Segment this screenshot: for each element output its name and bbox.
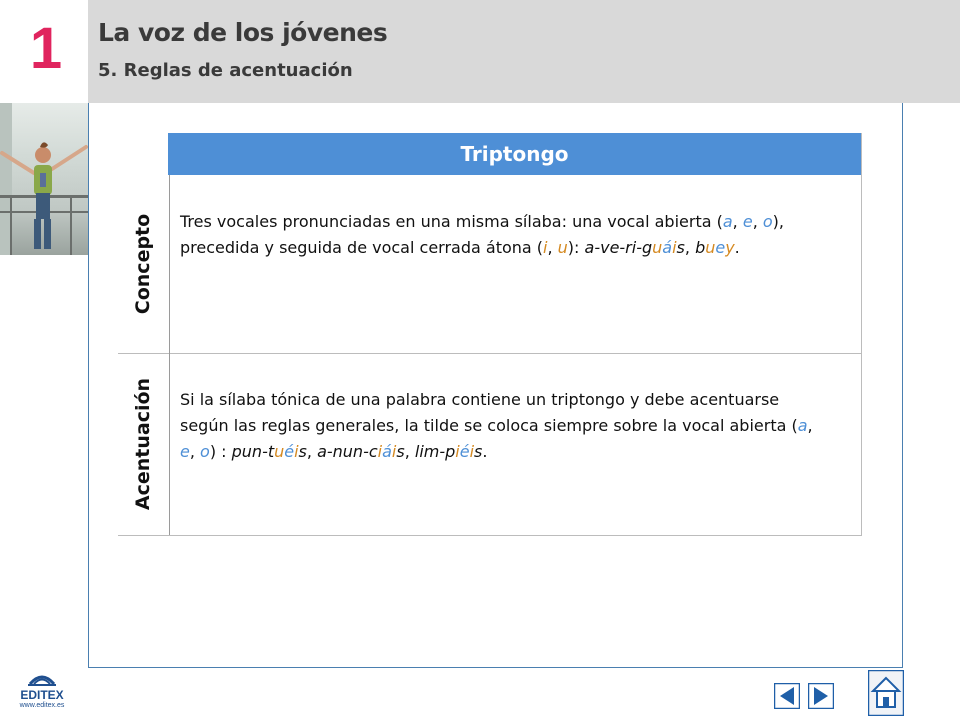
text-segment: ,	[189, 442, 201, 461]
table-heading: Triptongo	[168, 133, 861, 175]
text-segment: ):	[567, 238, 585, 257]
previous-button[interactable]	[774, 683, 800, 709]
open-vowel: é	[284, 442, 295, 461]
example-word-part: s	[396, 442, 405, 461]
text-segment: ,	[306, 442, 318, 461]
next-button[interactable]	[808, 683, 834, 709]
text-segment: Tres vocales pronunciadas en una misma sílaba: una vocal abierta (	[180, 212, 723, 231]
text-segment: ,	[684, 238, 696, 257]
example-word-part: pun-t	[231, 442, 275, 461]
row-label-text: Acentuación	[132, 377, 155, 511]
example-word-part: s	[298, 442, 307, 461]
triptongo-table	[118, 133, 862, 536]
open-vowel: o	[200, 442, 210, 461]
row-divider	[118, 353, 861, 354]
closed-vowel: u	[557, 238, 568, 257]
editex-logo	[12, 670, 72, 712]
logo-text: EDITEX	[20, 688, 64, 702]
home-button[interactable]	[868, 670, 904, 716]
text-segment: ,	[732, 212, 743, 231]
example-word-part: s	[474, 442, 483, 461]
closed-vowel: y	[725, 238, 735, 257]
closed-vowel: u	[705, 238, 716, 257]
open-vowel: á	[382, 442, 392, 461]
open-vowel: e	[180, 442, 190, 461]
text-segment: ,	[404, 442, 415, 461]
decorative-photo	[0, 103, 88, 255]
text-segment: .	[734, 238, 740, 257]
row-label-concepto	[118, 175, 170, 353]
closed-vowel: i	[391, 442, 397, 461]
text-segment: Si la sílaba tónica de una palabra contiene un triptongo y debe acentuarse según las reglas generales, la tilde se coloca siempre sobre la vocal abierta (	[180, 390, 798, 435]
example-word-part: lim-p	[414, 442, 456, 461]
closed-vowel: i	[469, 442, 475, 461]
open-vowel: e	[742, 212, 753, 231]
closed-vowel: i	[543, 238, 548, 257]
open-vowel: é	[459, 442, 470, 461]
example-word-part: a-nun-c	[317, 442, 378, 461]
triangle-right-icon	[808, 683, 834, 709]
logo-icon	[12, 670, 72, 688]
closed-vowel: i	[672, 238, 677, 257]
concepto-text	[180, 209, 828, 261]
example-word-part: b	[695, 238, 706, 257]
example-word-part: a-ve-ri-g	[584, 238, 653, 257]
text-segment: .	[482, 442, 488, 461]
text-segment: ) :	[209, 442, 232, 461]
acentuacion-text	[180, 387, 828, 465]
house-icon	[868, 670, 904, 716]
unit-number: 1	[29, 16, 63, 81]
open-vowel: e	[715, 238, 726, 257]
closed-vowel: i	[377, 442, 383, 461]
header-band	[88, 0, 960, 103]
closed-vowel: i	[294, 442, 299, 461]
text-segment: ,	[752, 212, 763, 231]
triangle-left-icon	[774, 683, 800, 709]
page-title: La voz de los jóvenes	[98, 18, 388, 47]
row-label-text: Concepto	[132, 213, 155, 315]
page-subtitle: 5. Reglas de acentuación	[98, 60, 353, 81]
open-vowel: o	[762, 212, 773, 231]
text-segment: ), precedida y seguida de vocal cerrada átona (	[180, 212, 784, 257]
text-segment: ,	[547, 238, 558, 257]
closed-vowel: u	[652, 238, 663, 257]
open-vowel: á	[662, 238, 673, 257]
open-vowel: a	[797, 416, 808, 435]
person-photo-illustration	[0, 103, 88, 255]
example-word-part: s	[676, 238, 685, 257]
logo-url: www.editex.es	[19, 702, 65, 709]
closed-vowel: i	[455, 442, 460, 461]
open-vowel: a	[722, 212, 733, 231]
text-segment: ,	[807, 416, 813, 435]
row-label-acentuacion	[118, 353, 170, 535]
closed-vowel: u	[274, 442, 285, 461]
